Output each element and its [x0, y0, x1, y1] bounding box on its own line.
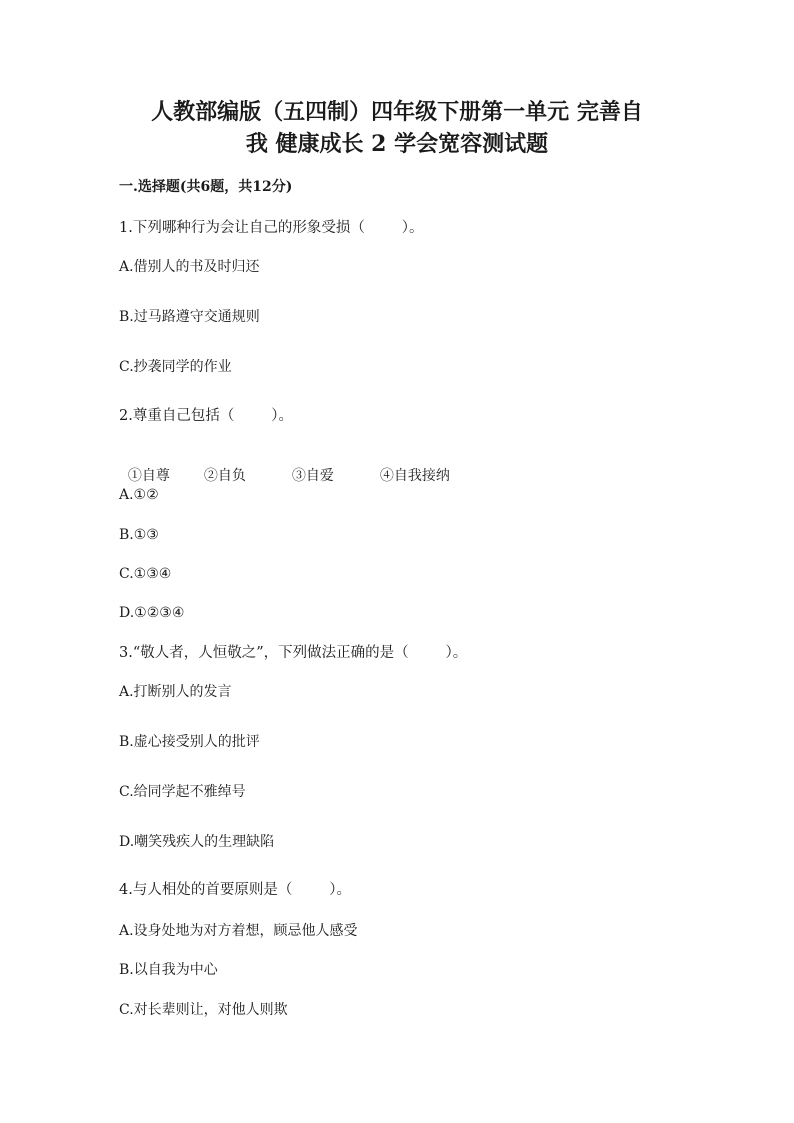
question-2-option-b: B.①③	[119, 527, 159, 543]
question-3-option-c: C.给同学起不雅绰号	[119, 784, 246, 800]
question-3-option-b: B.虚心接受别人的批评	[119, 734, 260, 750]
question-4-option-a: A.设身处地为对方着想，顾忌他人感受	[119, 923, 358, 939]
question-1-option-c: C.抄袭同学的作业	[119, 359, 232, 375]
question-4-option-b: B.以自我为中心	[119, 962, 218, 978]
document-title-line-2: 我 健康成长 2 学会宽容测试题	[245, 131, 549, 157]
question-2-option-d: D.①②③④	[119, 605, 185, 621]
question-2-item-4: ④自我接纳	[379, 468, 450, 484]
question-4-stem: 4.与人相处的首要原则是（ ）。	[119, 882, 351, 898]
question-3-option-a: A.打断别人的发言	[119, 684, 232, 700]
question-2-items	[119, 446, 450, 486]
question-3-option-d: D.嘲笑残疾人的生理缺陷	[119, 834, 275, 850]
question-1-option-b: B.过马路遵守交通规则	[119, 309, 260, 325]
question-2-option-a: A.①②	[119, 487, 159, 503]
question-2-item-3: ③自爱	[291, 468, 334, 484]
question-3-stem: 3.“敬人者，人恒敬之”，下列做法正确的是（ ）。	[119, 645, 468, 661]
question-1-stem: 1.下列哪种行为会让自己的形象受损（ ）。	[119, 220, 424, 236]
question-2-item-1: ①自尊	[127, 468, 170, 484]
document-title-line-1: 人教部编版（五四制）四年级下册第一单元 完善自	[151, 99, 643, 125]
question-2-item-2: ②自负	[203, 468, 246, 484]
question-2-stem: 2.尊重自己包括（ ）。	[119, 408, 293, 424]
question-2-option-c: C.①③④	[119, 566, 172, 582]
section-heading: 一.选择题(共6题，共12分)	[119, 179, 293, 195]
question-1-option-a: A.借别人的书及时归还	[119, 259, 260, 275]
question-4-option-c: C.对长辈则让，对他人则欺	[119, 1002, 288, 1018]
